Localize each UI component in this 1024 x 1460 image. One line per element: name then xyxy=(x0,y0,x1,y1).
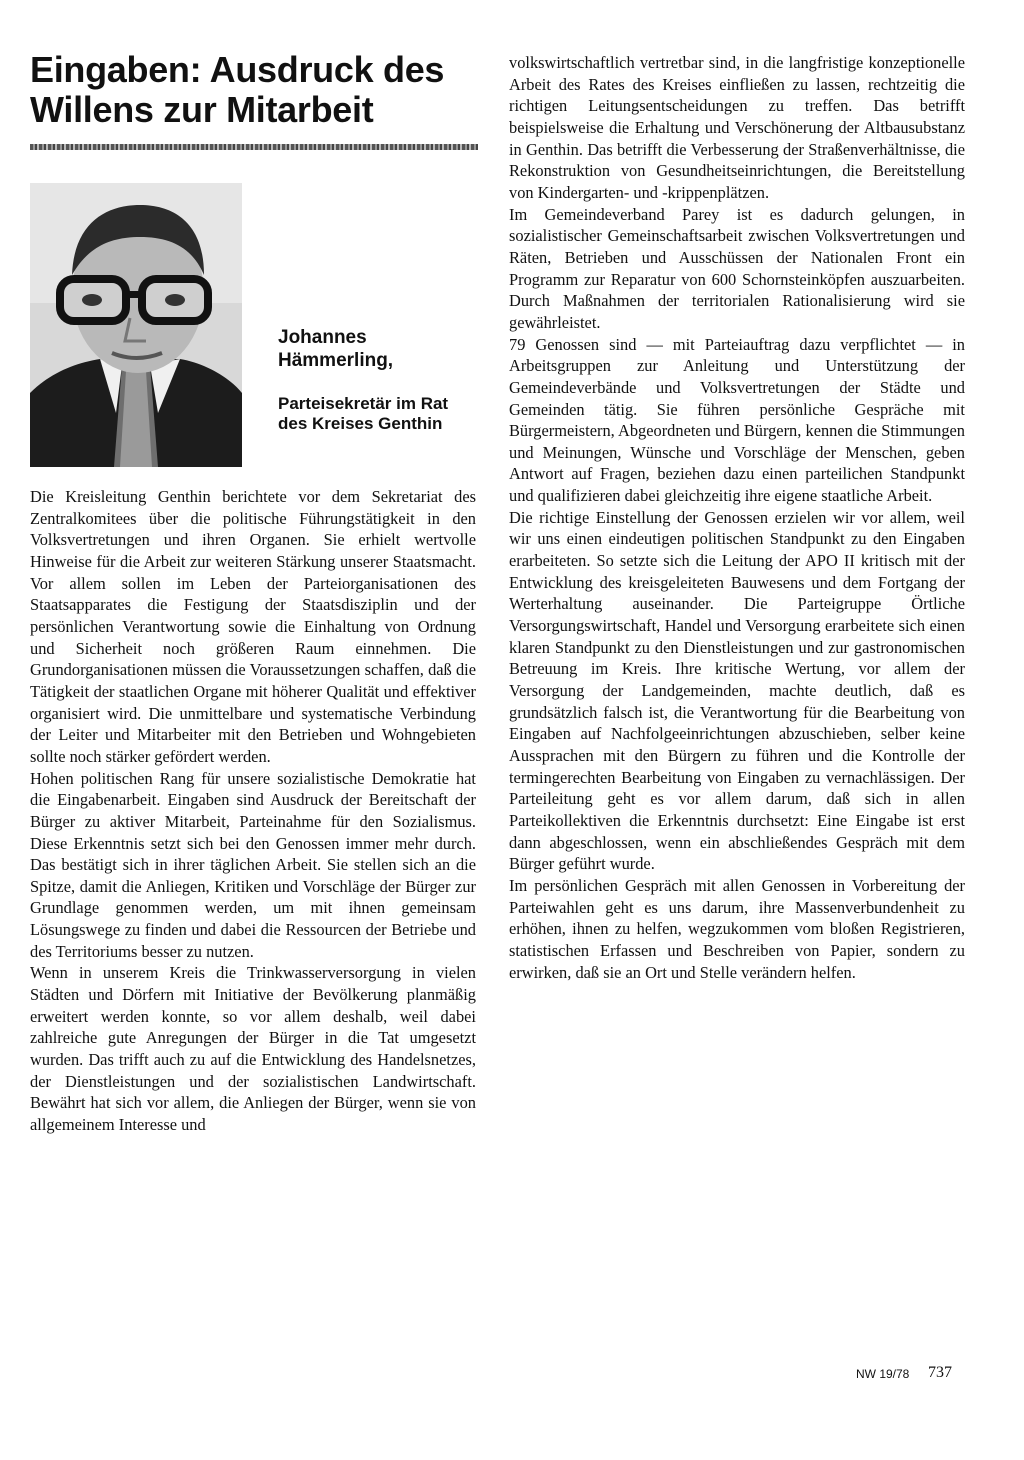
page-number: 737 xyxy=(928,1364,952,1381)
body-paragraph: volkswirtschaftlich vertretbar sind, in die langfristige konzeptionelle Arbeit des Rates des Kreises einfließen zu lassen, rechtzeitig die richtigen Leitungsentscheidungen zu treffen. Das betrifft beispielsweise die Erhaltung und Verschönerung der Altbausubstanz in Genthin. Das betrifft die Verbesserung der Straßenverhältnisse, die Rekonstruktion von Gesundheitseinrichtungen, die Bereitstellung von Kindergarten- und -krippenplätzen. xyxy=(509,53,965,202)
article-headline: Eingaben: Ausdruck des Willens zur Mitarbeit xyxy=(30,49,445,130)
body-paragraph: 79 Genossen sind — mit Parteiauftrag dazu verpflichtet — in Arbeitsgruppen zur Anleitung und Unterstützung der Gemeindeverbände und Volksvertretungen der Städte und Gemeinden tätig. Sie führen persönliche Gespräche mit Bürgermeistern, Abgeordneten und Bürgern, kennen die Stimmungen und Meinungen, Wünsche und Vorschläge der Menschen, geben Antwort auf Fragen, beziehen dazu einen parteilichen Standpunkt und qualifizieren dabei gleichzeitig ihre eigene staatliche Arbeit. xyxy=(509,334,965,506)
author-portrait-photo xyxy=(30,183,242,467)
body-paragraph: Die Kreisleitung Genthin berichtete vor dem Sekretariat des Zentralkomitees über die politische Führungstätigkeit in den Volksvertretungen und ihren Organen. Sie erhielt wertvolle Hinweise für die Arbeit zur weiteren Stärkung unserer Staatsmacht. Vor allem sollen im Leben der Parteiorganisationen des Staatsapparates die Festigung der Staatsdisziplin und der persönlichen Verantwortung sowie die Einhaltung von Ordnung und Sicherheit noch größeren Raum einnehmen. Die Grundorganisationen müssen die Voraussetzungen schaffen, daß die Tätigkeit der staatlichen Organe mit höherer Qualität und effektiver organisiert wird. Die unmittelbare und systematische Verbindung der Leiter und Mitarbeiter mit den Betrieben und Wohngebieten sollte noch stärker gefördert werden. xyxy=(30,487,476,766)
author-byline xyxy=(278,326,478,434)
left-text-column xyxy=(30,486,476,1136)
body-paragraph: Hohen politischen Rang für unsere sozialistische Demokratie hat die Eingabenarbeit. Eingaben sind Ausdruck der Bereitschaft der Bürger zu aktiver Mitarbeit, Parteinahme für den Sozialismus. Diese Erkenntnis setzt sich bei den Genossen immer mehr durch. Das bestätigt sich in ihrer täglichen Arbeit. Sie stellen sich an die Spitze, damit die Anliegen, Kritiken und Vorschläge der Bürger zur Grundlage genommen werden, um mit ihnen gemeinsam Lösungswege zu finden und dabei die Ressourcen der Betriebe und des Territoriums besser zu nutzen. xyxy=(30,768,476,961)
right-text-column xyxy=(509,52,965,983)
issue-label: NW 19/78 xyxy=(856,1367,910,1381)
author-name: Johannes Hämmerling, xyxy=(278,327,394,371)
body-paragraph: Im Gemeindeverband Parey ist es dadurch gelungen, in sozialistischer Gemeinschaftsarbeit zwischen Volksvertretungen und Räten, Betrieben und Ausschüssen der Nationalen Front ein Programm zur Reparatur von 600 Schornsteinköpfen auszuarbeiten. Durch Maßnahmen der territorialen Rationalisierung wird sie gewährleistet. xyxy=(509,204,965,332)
body-paragraph: Wenn in unserem Kreis die Trinkwasserversorgung in vielen Städten und Dörfern mit Initiative der Bevölkerung planmäßig erweitert werden konnte, so vor allem deshalb, weil dabei zahlreiche gute Anregungen der Bürger in die Tat umgesetzt wurden. Das trifft auch zu auf die Entwicklung des Handelsnetzes, der Dienstleistungen und der sozialistischen Landwirtschaft. Bewährt hat sich vor allem, die Anliegen der Bürger, wenn sie von allgemeinem Interesse und xyxy=(30,963,476,1135)
body-paragraph: Die richtige Einstellung der Genossen erzielen wir vor allem, weil wir uns einen eindeutigen politischen Standpunkt zu den Eingaben erarbeiteten. So setzte sich die Leitung der APO II kritisch mit der Entwicklung des kreisgeleiteten Bauwesens und dem Fortgang der Werterhaltung auseinander. Die Parteigruppe Örtliche Versorgungswirtschaft, Handel und Versorgung erarbeitete sich einen klaren Standpunkt zu den Dienstleistungen und zur gastronomischen Betreuung im Kreis. Ihre kritische Wertung, vor allem der Versorgung der Landgemeinden, machte deutlich, daß es grundsätzlich falsch ist, die Verantwortung für die Bearbeitung von Eingaben auf Nachfolgeeinrichtungen abzuschieben, selber keine Aussprachen mit den Bürgern zu führen und die Kontrolle der termingerechten Bearbeitung von Eingaben zu vernachlässigen. Der Parteileitung geht es vor allem darum, daß sich in allen Parteikollektiven die Erkenntnis durchsetzt: Eine Eingabe ist erst dann abgeschlossen, wenn ein abschließendes Gespräch mit dem Bürger geführt wurde. xyxy=(509,507,965,874)
body-paragraph: Im persönlichen Gespräch mit allen Genossen in Vorbereitung der Parteiwahlen geht es uns darum, ihre Massenverbundenheit zu erhöhen, ihnen zu helfen, wegzukommen vom bloßen Registrieren, statistischen Erfassen und Beschreiben von Papier, sondern zu erwirken, daß sie an Ort und Stelle verändern helfen. xyxy=(509,875,965,982)
author-role: Parteisekretär im Rat des Kreises Genthin xyxy=(278,394,449,433)
headline-rule xyxy=(30,144,478,150)
